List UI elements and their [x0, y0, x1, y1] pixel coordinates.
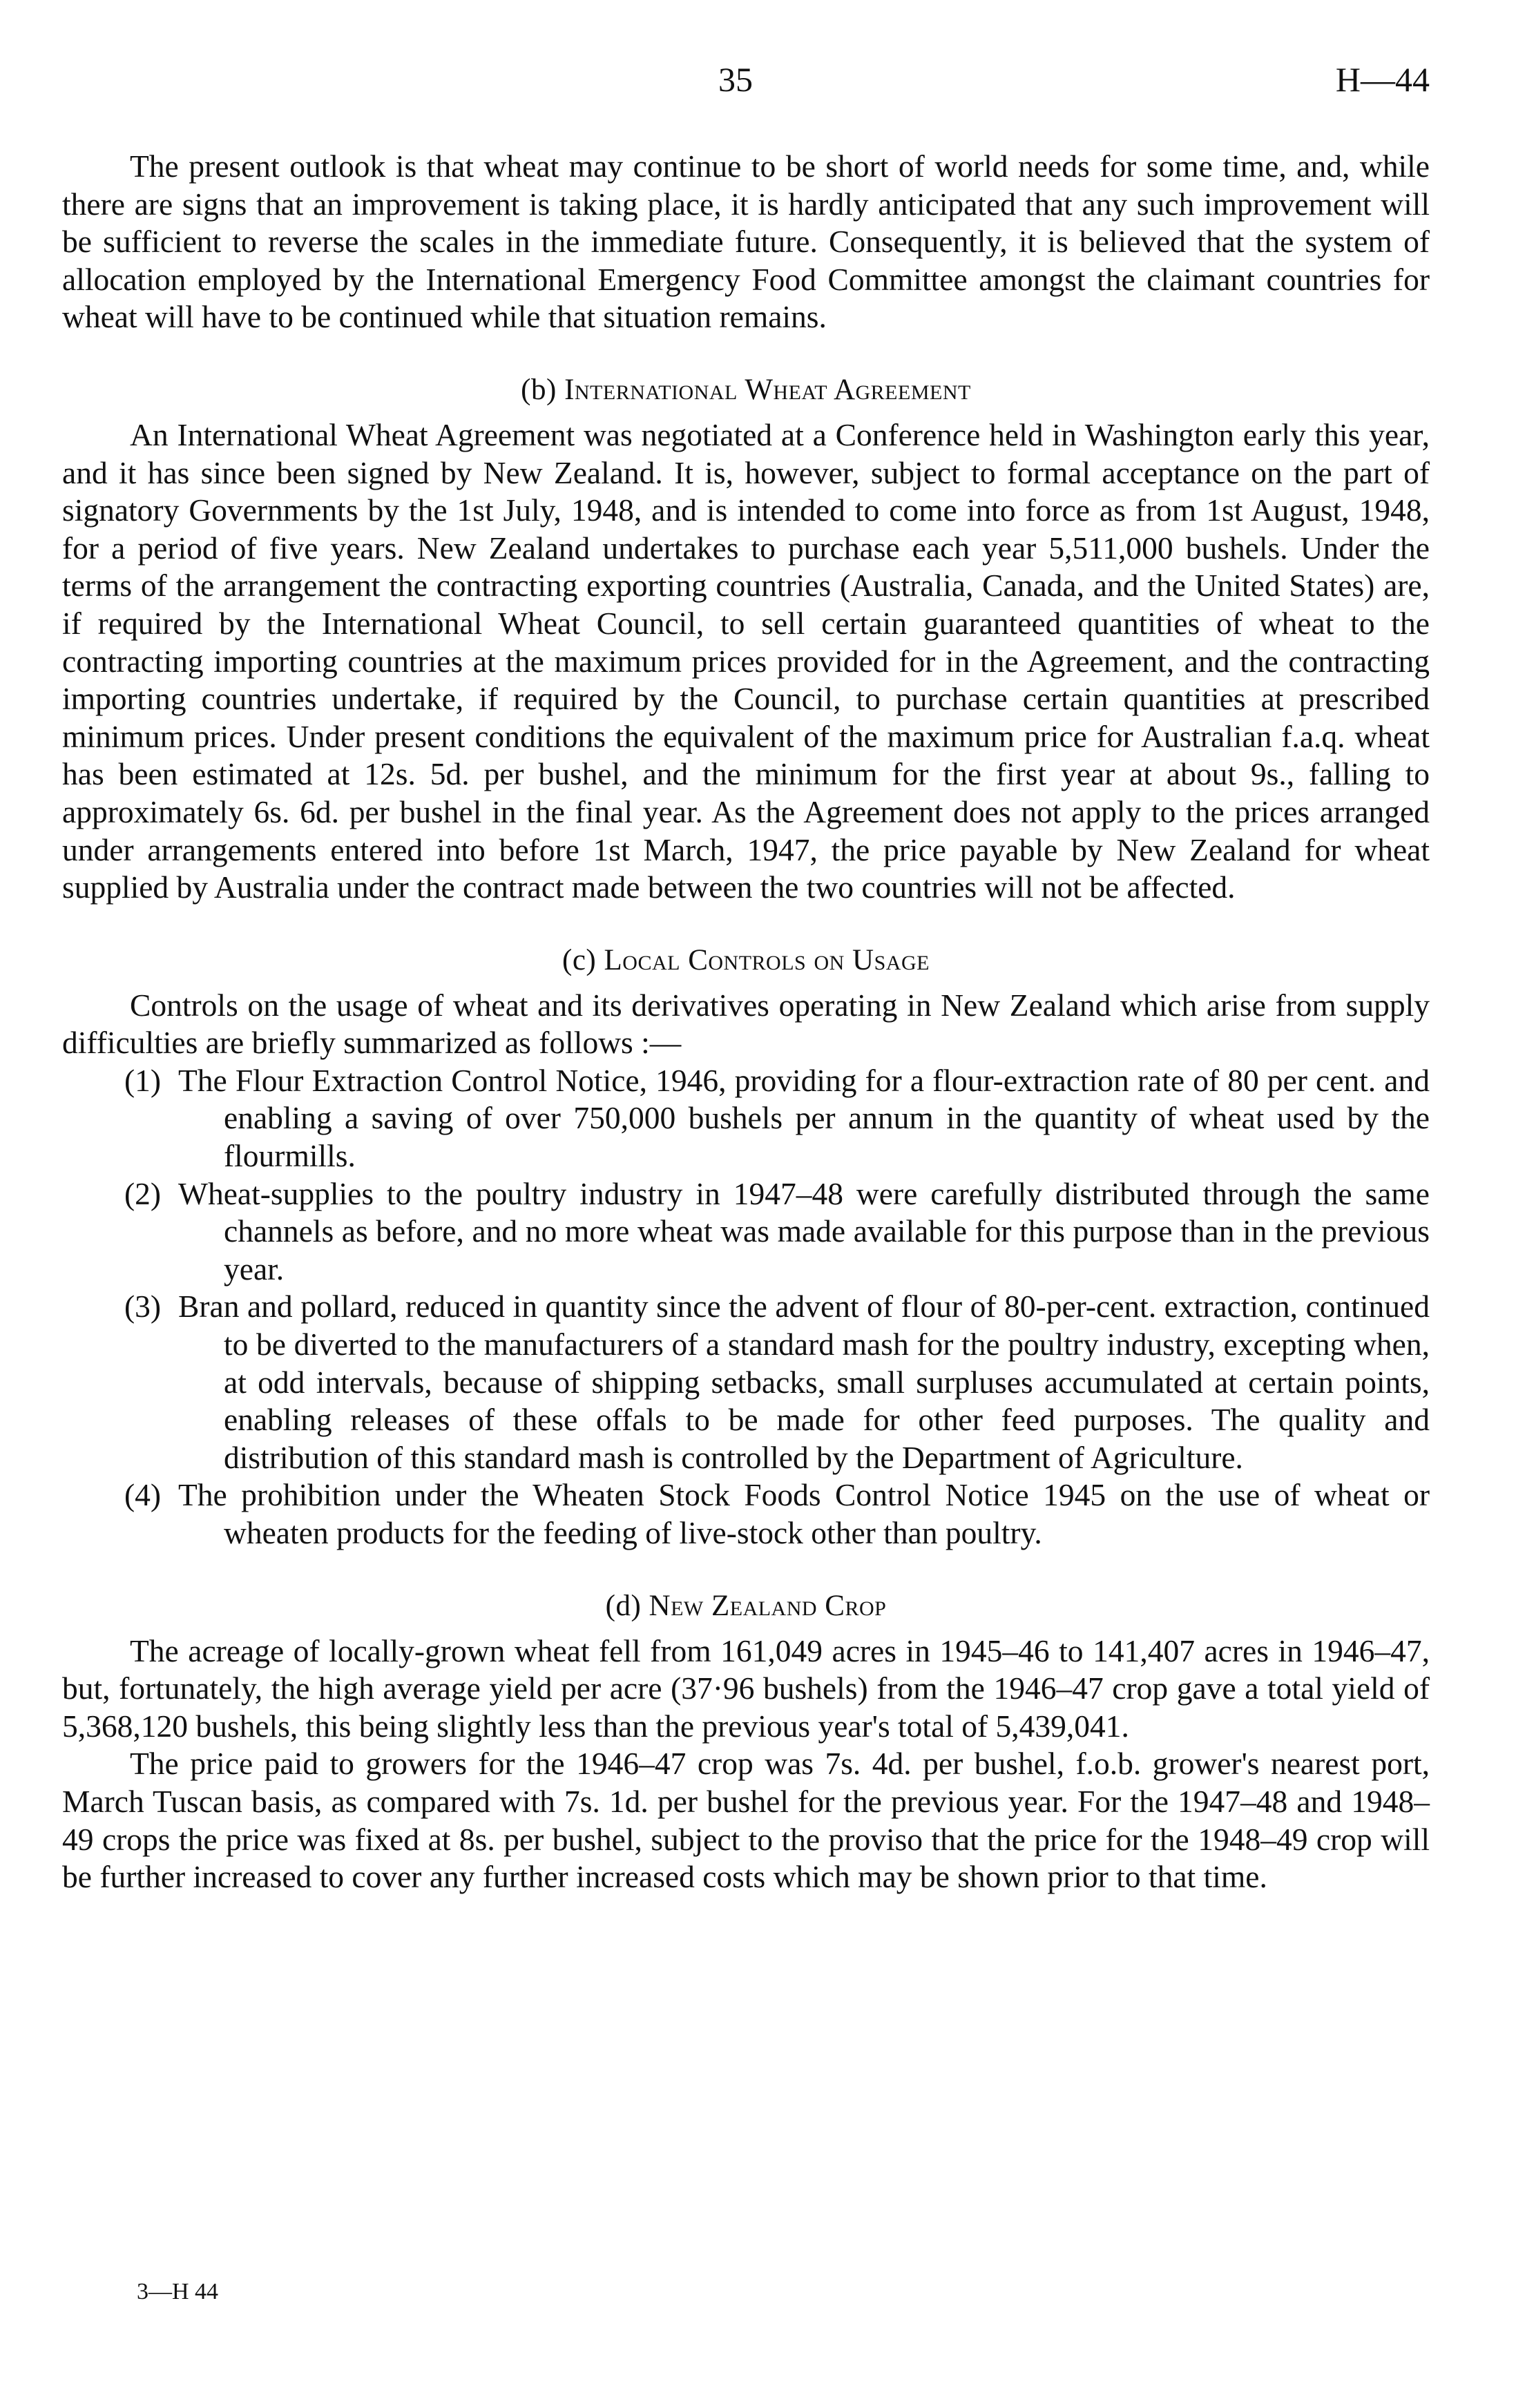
printer-signature: 3—H 44 — [137, 2279, 219, 2304]
intro-paragraph: The present outlook is that wheat may continue to be short of world needs for some time, and, while there are signs that an improvement is taking place, it is hardly anticipated that any such improvement will be sufficient to reverse the scales in the immediate future. Consequently, it is believed that the system of allocation employed by the International Emergency Food Committee amongst the claimant countries for wheat will have to be continued while that situation remains. — [62, 148, 1430, 335]
page-body — [62, 148, 1430, 1896]
list-item-text: Wheat-supplies to the poultry industry in 1947–48 were carefully distributed through the same channels as before, and no more wheat was made available for this purpose than in the previous year. — [178, 1175, 1430, 1287]
list-item — [62, 1288, 1430, 1476]
section-d-paragraph-1: The acreage of locally-grown wheat fell from 161,049 acres in 1945–46 to 141,407 acres in 1946–47, but, fortunately, the high average yield per acre (37·96 bushels) from the 1946–47 crop gave a total yield of 5,368,120 bushels, this being slightly less than the previous year's total of 5,439,041. — [62, 1632, 1430, 1744]
document-page — [62, 0, 1430, 2408]
section-c-paragraph: Controls on the usage of wheat and its derivatives operating in New Zealand which arise from supply difficulties are briefly summarized as follows :— — [62, 987, 1430, 1061]
section-title-c: Local Controls on Usage — [604, 943, 930, 976]
list-item-text: The Flour Extraction Control Notice, 1946, providing for a flour-extraction rate of 80 per cent. and enabling a saving of over 750,000 bushels per annum in the quantity of wheat used by the flourmills. — [178, 1062, 1430, 1174]
section-heading-b — [62, 372, 1430, 408]
list-item — [62, 1062, 1430, 1175]
section-heading-d — [62, 1588, 1430, 1624]
list-item — [62, 1175, 1430, 1289]
list-item-number: (3) — [124, 1289, 162, 1325]
section-title-d: New Zealand Crop — [649, 1589, 887, 1622]
section-label-c: (c) — [562, 943, 597, 976]
section-label-d: (d) — [605, 1589, 642, 1622]
section-d-paragraph-2: The price paid to growers for the 1946–47 crop was 7s. 4d. per bushel, f.o.b. grower's nearest port, March Tuscan basis, as compared with 7s. 1d. per bushel for the previous year. For the 1947–48 and 1948–49 crops the price was fixed at 8s. per bushel, subject to the proviso that the price for the 1948–49 crop will be further increased to cover any further increased costs which may be shown prior to that time. — [62, 1746, 1430, 1895]
section-title-b: International Wheat Agreement — [564, 373, 971, 406]
list-item-number: (1) — [124, 1062, 162, 1098]
list-item-number: (2) — [124, 1175, 162, 1211]
list-item-text: Bran and pollard, reduced in quantity since the advent of flour of 80-per-cent. extraction, continued to be diverted to the manufacturers of a standard mash for the poultry industry, excepting when, at odd intervals, because of shipping setbacks, small surpluses accumulated at certain points, enabling releases of these offals to be made for other feed purposes. The quality and distribution of this standard mash is controlled by the Department of Agriculture. — [178, 1289, 1430, 1475]
section-b-paragraph: An International Wheat Agreement was negotiated at a Conference held in Washington early this year, and it has since been signed by New Zealand. It is, however, subject to formal acceptance on the part of signatory Governments by the 1st July, 1948, and is intended to come into force as from 1st August, 1948, for a period of five years. New Zealand undertakes to purchase each year 5,511,000 bushels. Under the terms of the arrangement the contracting exporting countries (Australia, Canada, and the United States) are, if required by the International Wheat Council, to sell certain guaranteed quantities of wheat to the contracting importing countries at the maximum prices provided for in the Agreement, and the contracting importing countries undertake, if required by the Council, to purchase certain quantities at prescribed minimum prices. Under present conditions the equivalent of the maximum price for Australian f.a.q. wheat has been estimated at 12s. 5d. per bushel, and the minimum for the first year at about 9s., falling to approximately 6s. 6d. per bushel in the final year. As the Agreement does not apply to the prices arranged under arrangements entered into before 1st March, 1947, the price payable by New Zealand for wheat supplied by Australia under the contract made between the two countries will not be affected. — [62, 416, 1430, 905]
page-header — [62, 59, 1430, 115]
controls-list — [62, 1062, 1430, 1552]
list-item-text: The prohibition under the Wheaten Stock Foods Control Notice 1945 on the use of wheat or wheaten products for the feeding of live-stock other than poultry. — [178, 1477, 1430, 1550]
list-item-number: (4) — [124, 1477, 162, 1513]
document-code: H—44 — [1335, 60, 1430, 99]
section-label-b: (b) — [521, 373, 557, 406]
list-item — [62, 1476, 1430, 1552]
section-heading-c — [62, 943, 1430, 979]
page-number: 35 — [718, 60, 753, 99]
